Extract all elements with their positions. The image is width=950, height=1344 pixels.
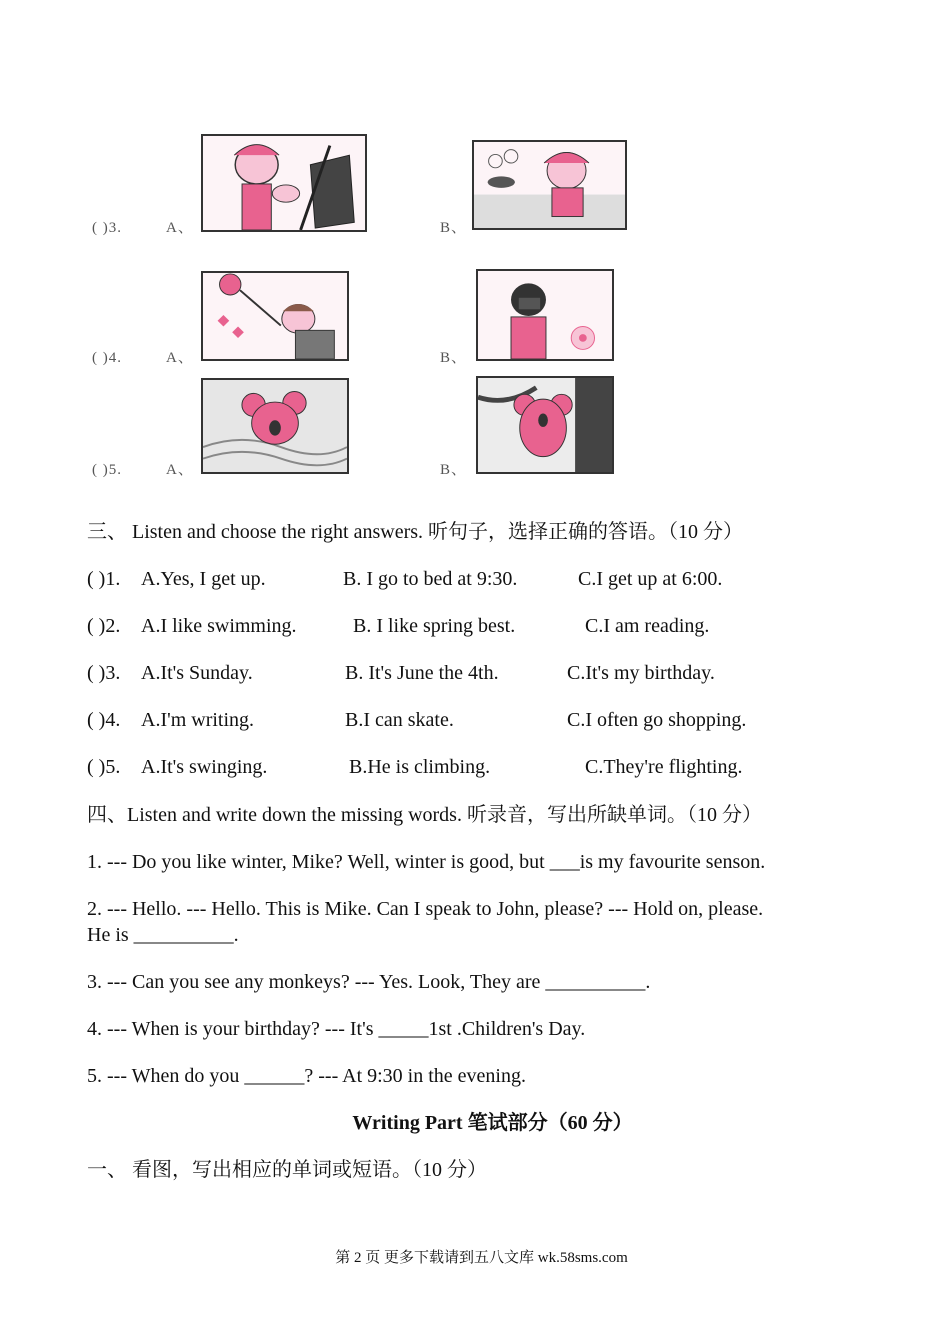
section-3-item-4-number: ( )4. (87, 709, 121, 731)
section-3-item-3-number: ( )3. (87, 662, 121, 684)
section-4-item-5: 5. --- When do you ______? --- At 9:30 in the evening. (87, 1065, 526, 1087)
section-3-item-1-number: ( )1. (87, 568, 121, 590)
section-3-item-2-option-a: A.I like swimming. (141, 615, 297, 637)
option-a-label: A、 (166, 220, 194, 236)
picture-koala-swimming (201, 378, 349, 474)
section-3-item-3-option-a: A.It's Sunday. (141, 662, 253, 684)
section-3-item-2-option-c: C.I am reading. (585, 615, 710, 637)
option-b-label: B、 (440, 462, 468, 478)
question-4-label: ( )4. (92, 350, 122, 366)
section-3-item-5-option-c: C.They're flighting. (585, 756, 743, 778)
section-4-item-1: 1. --- Do you like winter, Mike? Well, winter is good, but ___is my favourite senson. (87, 851, 766, 873)
picture-koala-climbing (476, 376, 614, 474)
section-3-item-2-number: ( )2. (87, 615, 121, 637)
picture-girl-camera (476, 269, 614, 361)
picture-girl-cooking (472, 140, 627, 230)
section-3-item-5-option-a: A.It's swinging. (141, 756, 268, 778)
section-3-item-1-option-c: C.I get up at 6:00. (578, 568, 723, 590)
section-3-item-5-option-b: B.He is climbing. (349, 756, 491, 778)
writing-section-1-heading: 一、 看图，写出相应的单词或短语。（10 分） (87, 1159, 487, 1181)
section-3-item-3-option-c: C.It's my birthday. (567, 662, 715, 684)
option-b-label: B、 (440, 350, 468, 366)
section-4-item-4: 4. --- When is your birthday? --- It's _____1st .Children's Day. (87, 1018, 586, 1040)
writing-part-title: Writing Part 笔试部分（60 分） (352, 1112, 633, 1134)
picture-boy-butterfly-net (201, 271, 349, 361)
section-3-item-4-option-c: C.I often go shopping. (567, 709, 747, 731)
option-a-label: A、 (166, 350, 194, 366)
picture-girl-painting (201, 134, 367, 232)
section-4-item-2-continuation: He is __________. (87, 924, 239, 946)
option-a-label: A、 (166, 462, 194, 478)
section-3-heading: 三、 Listen and choose the right answers. 听句子，选择正确的答语。（10 分） (87, 521, 744, 543)
section-3-item-4-option-b: B.I can skate. (345, 709, 454, 731)
section-3-item-3-option-b: B. It's June the 4th. (345, 662, 499, 684)
section-3-item-5-number: ( )5. (87, 756, 121, 778)
section-4-heading: 四、Listen and write down the missing words. 听录音，写出所缺单词。（10 分） (87, 804, 762, 826)
section-4-item-2: 2. --- Hello. --- Hello. This is Mike. Can I speak to John, please? --- Hold on, please. (87, 898, 764, 920)
section-3-item-1-option-b: B. I go to bed at 9:30. (343, 568, 518, 590)
section-3-item-4-option-a: A.I'm writing. (141, 709, 255, 731)
question-5-label: ( )5. (92, 462, 122, 478)
page-footer: 第 2 页 更多下载请到五八文库 wk.58sms.com (335, 1250, 628, 1266)
option-b-label: B、 (440, 220, 468, 236)
section-3-item-1-option-a: A.Yes, I get up. (141, 568, 266, 590)
question-3-label: ( )3. (92, 220, 122, 236)
section-4-item-3: 3. --- Can you see any monkeys? --- Yes. Look, They are __________. (87, 971, 651, 993)
section-3-item-2-option-b: B. I like spring best. (353, 615, 516, 637)
